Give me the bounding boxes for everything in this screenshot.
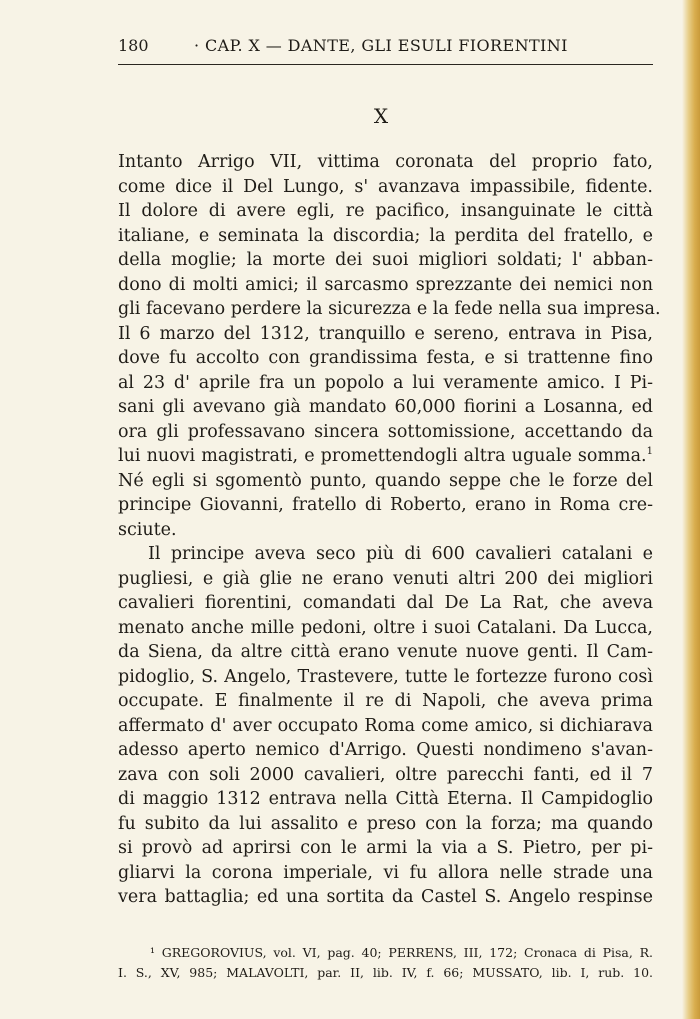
text-line: ora gli professavano sincera sottomissione, accettando da (118, 421, 653, 442)
footnote (118, 943, 653, 983)
text-line: si provò ad aprirsi con le armi la via a S. Pietro, per pi- (118, 838, 653, 858)
footnote-line: ¹ GREGOROVIUS, vol. VI, pag. 40; PERRENS, III, 172; Cronaca di Pisa, R. (150, 945, 653, 960)
text-line: fu subito da lui assalito e preso con la forza; ma quando (118, 813, 653, 834)
text-line: della moglie; la morte dei suoi migliori soldati; l' abban- (118, 250, 653, 270)
text-line: occupate. E finalmente il re di Napoli, che aveva prima (118, 691, 653, 711)
text-line-with-footnote (118, 444, 653, 469)
page-edge (682, 0, 700, 1019)
text-line: vera battaglia; ed una sortita da Castel S. Angelo respinse (118, 887, 653, 907)
body-text (118, 150, 661, 910)
text-line: cavalieri fiorentini, comandati dal De La Rat, che aveva (118, 593, 653, 613)
footnote-line: I. S., XV, 985; MALAVOLTI, par. II, lib. IV, f. 66; MUSSATO, lib. I, rub. 10. (118, 965, 653, 980)
text-line: di maggio 1312 entrava nella Città Eterna. Il Campidoglio (118, 789, 653, 809)
text-line: come dice il Del Lungo, s' avanzava impassibile, fidente. (118, 176, 653, 197)
footnote-marker: 1 (646, 446, 653, 458)
text-line: Intanto Arrigo VII, vittima coronata del proprio fato, (118, 152, 653, 172)
text-line: pugliesi, e già glie ne erano venuti altri 200 dei migliori (118, 568, 653, 589)
text-line: Il dolore di avere egli, re pacifico, insanguinate le città (118, 201, 653, 221)
text-line: dono di molti amici; il sarcasmo sprezzante dei nemici non (118, 274, 653, 295)
text-line: Il principe aveva seco più di 600 cavalieri catalani e (148, 544, 653, 564)
page-number: 180 (118, 36, 149, 55)
text-line: principe Giovanni, fratello di Roberto, erano in Roma cre- (118, 495, 653, 515)
text-line: Né egli si sgomentò punto, quando seppe che le forze del (118, 470, 653, 491)
chapter-number: X (373, 104, 389, 128)
text-line: affermato d' aver occupato Roma come amico, si dichiarava (118, 715, 653, 736)
text-fragment: lui nuovi magistrati, e promettendogli altra uguale somma. (118, 446, 647, 466)
text-line: gli facevano perdere la sicurezza e la fede nella sua impresa. (118, 299, 661, 319)
text-line: Il 6 marzo del 1312, tranquillo e sereno, entrava in Pisa, (118, 323, 653, 344)
text-line: adesso aperto nemico d'Arrigo. Questi nondimeno s'avan- (118, 740, 653, 760)
text-line: zava con soli 2000 cavalieri, oltre parecchi fanti, ed il 7 (118, 764, 653, 785)
running-title: · CAP. X — DANTE, GLI ESULI FIORENTINI (194, 36, 568, 55)
text-line: menato anche mille pedoni, oltre i suoi Catalani. Da Lucca, (118, 617, 653, 638)
text-line: dove fu accolto con grandissima festa, e si trattenne fino (118, 348, 653, 368)
text-line: da Siena, da altre città erano venute nuove genti. Il Cam- (118, 642, 653, 662)
text-line: italiane, e seminata la discordia; la perdita del fratello, e (118, 225, 653, 246)
running-header (118, 36, 653, 58)
text-line: pidoglio, S. Angelo, Trastevere, tutte le fortezze furono così (118, 666, 653, 687)
text-line: sani gli avevano già mandato 60,000 fiorini a Losanna, ed (118, 397, 653, 417)
text-line: al 23 d' aprile fra un popolo a lui veramente amico. I Pi- (118, 372, 653, 393)
text-line: sciute. (118, 519, 177, 540)
text-line: gliarvi la corona imperiale, vi fu allora nelle strade una (118, 862, 653, 883)
header-rule (118, 64, 653, 65)
